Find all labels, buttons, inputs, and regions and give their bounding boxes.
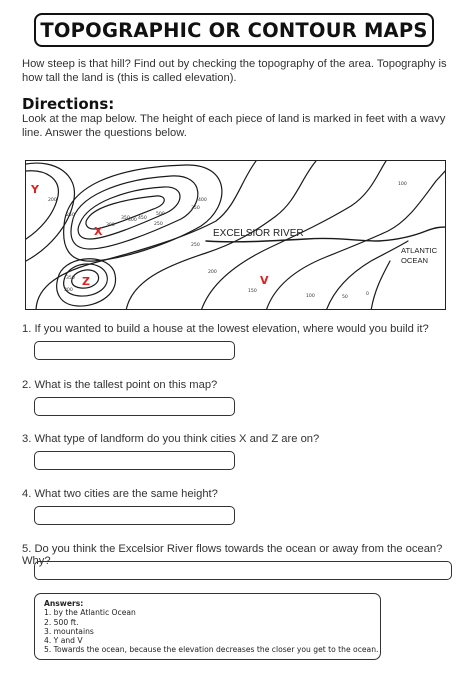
contour-label: 100 [306,294,315,299]
contour-label: 300 [106,223,115,228]
directions-heading: Directions: [22,95,115,113]
answer-item: 2. 500 ft. [44,617,79,627]
ocean-label-line1: ATLANTIC [401,246,438,255]
answer-box-2[interactable] [34,397,235,416]
contour-label: 300 [64,288,73,293]
contour-label: 400 [198,198,207,203]
answer-key-heading: Answers: [44,599,84,608]
answer-item: 4. Y and V [44,636,83,646]
contour-label: 200 [48,198,57,203]
contour-label: 350 [121,216,130,221]
worksheet-title-box [34,13,434,47]
ocean-label-line2: OCEAN [401,256,429,265]
city-z-marker: Z [82,275,90,288]
contour-label: 250 [154,222,163,227]
contour-label: 200 [208,270,217,275]
answer-box-4[interactable] [34,506,235,525]
city-y-marker: Y [31,183,39,196]
directions-text: Look at the map below. The height of each piece of land is marked in feet with a wavy line. Answer the questions below. [22,113,446,139]
city-v-marker: V [260,274,269,287]
intro-text: How steep is that hill? Find out by checking the topography of the area. Topography is how tall the land is (this is called elevation). [22,58,447,84]
contour-map [25,160,446,310]
contour-label: 350 [66,276,75,281]
worksheet-title: TOPOGRAPHIC OR CONTOUR MAPS [40,18,428,42]
contour-label: 250 [191,243,200,248]
question-2: 2. What is the tallest point on this map? [22,379,218,391]
contour-label: 400 [128,218,137,223]
answer-item: 3. mountains [44,626,94,636]
question-1: 1. If you wanted to build a house at the lowest elevation, where would you build it? [22,323,429,335]
answer-box-1[interactable] [34,341,235,360]
contour-label: 100 [398,182,407,187]
answer-key [34,593,381,660]
answer-box-5[interactable] [34,561,452,580]
contour-label: 350 [191,206,200,211]
contour-label: 0 [366,292,369,297]
question-5: 5. Do you think the Excelsior River flows towards the ocean or away from the ocean? Why? [22,543,443,567]
city-x-marker: X [94,225,103,238]
question-4: 4. What two cities are the same height? [22,488,218,500]
answer-box-3[interactable] [34,451,235,470]
river-label: EXCELSIOR RIVER [213,228,304,239]
contour-label: 50 [342,295,348,300]
contour-label: 150 [248,289,257,294]
contour-label: 250 [66,213,75,218]
answer-item: 1. by the Atlantic Ocean [44,608,136,618]
contour-label: 450 [138,216,147,221]
contour-map-drawing [26,161,446,310]
question-3: 3. What type of landform do you think cities X and Z are on? [22,433,320,445]
answer-item: 5. Towards the ocean, because the elevation decreases the closer you get to the ocean. [44,645,379,655]
contour-label: 500 [156,212,165,217]
